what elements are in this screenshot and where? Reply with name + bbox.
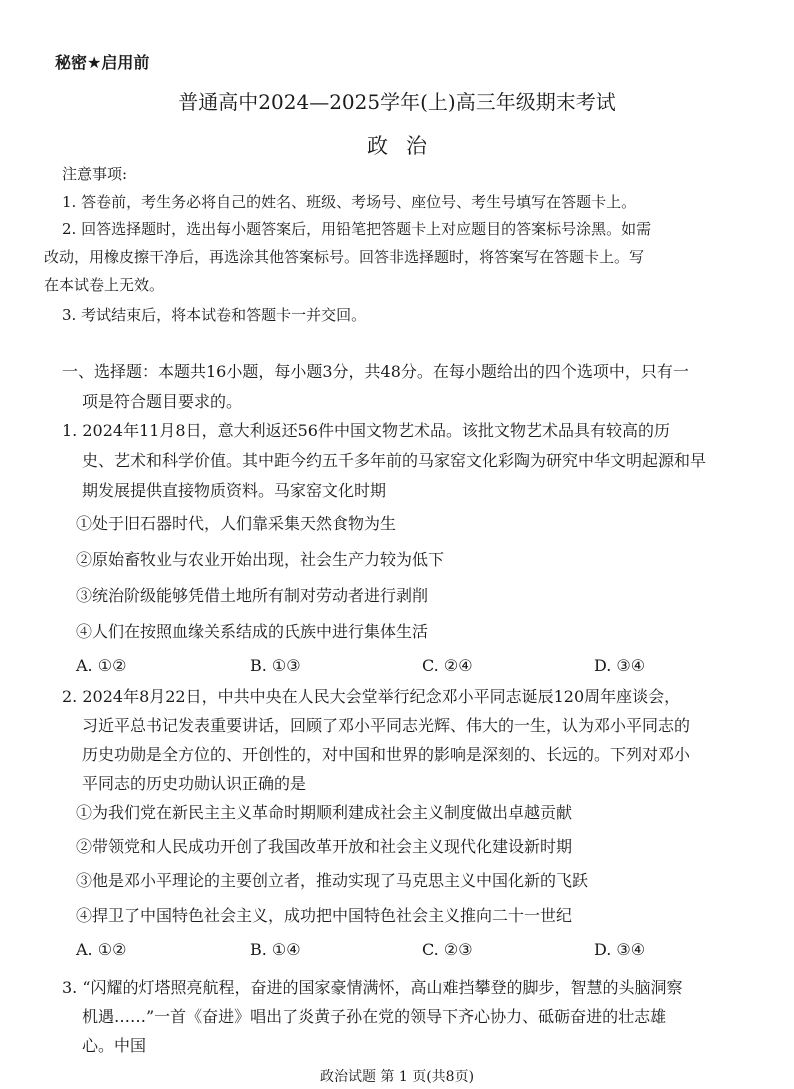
q2-option-b: B. ①④ — [250, 940, 301, 959]
notice-line: 改动，用橡皮擦干净后，再选涂其他答案标号。回答非选择题时，将答案写在答题卡上。写 — [44, 248, 645, 266]
q3-stem: 3. “闪耀的灯塔照亮航程，奋进的国家豪情满怀，高山难挡攀登的脚步，智慧的头脑洞察 — [62, 978, 683, 997]
q2-item: ①为我们党在新民主主义革命时期顺利建成社会主义制度做出卓越贡献 — [76, 803, 573, 822]
q2-item: ③他是邓小平理论的主要创立者，推动实现了马克思主义中国化新的飞跃 — [76, 871, 589, 890]
q1-option-b: B. ①③ — [250, 656, 301, 675]
secret-label: 秘密★启用前 — [55, 53, 150, 72]
q2-option-c: C. ②③ — [422, 940, 473, 959]
notice-line: 在本试卷上无效。 — [44, 276, 165, 294]
q2-stem: 习近平总书记发表重要讲话，回顾了邓小平同志光辉、伟大的一生，认为邓小平同志的 — [82, 716, 691, 735]
q3-stem: 心。中国 — [82, 1036, 147, 1055]
q1-option-c: C. ②④ — [422, 656, 473, 675]
q2-item: ②带领党和人民成功开创了我国改革开放和社会主义现代化建设新时期 — [76, 837, 573, 856]
q1-stem: 史、艺术和科学价值。其中距今约五千多年前的马家窑文化彩陶为研究中华文明起源和早 — [82, 451, 707, 470]
section-heading-cont: 项是符合题目要求的。 — [82, 392, 243, 411]
q1-item: ④人们在按照血缘关系结成的氏族中进行集体生活 — [76, 622, 429, 641]
q2-stem: 历史功勋是全方位的、开创性的，对中国和世界的影响是深刻的、长远的。下列对邓小 — [82, 745, 691, 764]
q2-option-a: A. ①② — [76, 940, 127, 959]
q1-option-a: A. ①② — [76, 656, 127, 675]
q2-stem: 平同志的历史功勋认识正确的是 — [82, 774, 307, 793]
notice-line: 3. 考试结束后，将本试卷和答题卡一并交回。 — [62, 306, 367, 324]
q3-stem: 机遇……”一首《奋进》唱出了炎黄子孙在党的领导下齐心协力、砥砺奋进的壮志雄 — [82, 1007, 667, 1026]
q2-stem: 2. 2024年8月22日，中共中央在人民大会堂举行纪念邓小平同志诞辰120周年座谈会， — [62, 687, 681, 706]
q1-item: ③统治阶级能够凭借土地所有制对劳动者进行剥削 — [76, 586, 429, 605]
q1-item: ②原始畜牧业与农业开始出现，社会生产力较为低下 — [76, 550, 445, 569]
notice-line: 2. 回答选择题时，选出每小题答案后，用铅笔把答题卡上对应题目的答案标号涂黑。如需 — [62, 220, 652, 238]
q1-item: ①处于旧石器时代，人们靠采集天然食物为生 — [76, 514, 397, 533]
page-footer: 政治试题 第 1 页(共8页) — [319, 1069, 475, 1085]
notice-line: 1. 答卷前，考生务必将自己的姓名、班级、考场号、座位号、考生号填写在答题卡上。 — [62, 193, 637, 211]
notice-heading: 注意事项: — [62, 165, 128, 183]
q1-stem: 1. 2024年11月8日，意大利返还56件中国文物艺术品。该批文物艺术品具有较高的历 — [62, 421, 670, 440]
q1-stem: 期发展提供直接物质资料。马家窑文化时期 — [82, 481, 387, 500]
q2-item: ④捍卫了中国特色社会主义，成功把中国特色社会主义推向二十一世纪 — [76, 906, 573, 925]
exam-title: 普通高中2024—2025学年(上)高三年级期末考试 — [178, 90, 616, 114]
q2-option-d: D. ③④ — [594, 940, 646, 959]
q1-option-d: D. ③④ — [594, 656, 646, 675]
subject-title: 政治 — [367, 134, 445, 158]
section-heading: 一、选择题：本题共16小题，每小题3分，共48分。在每小题给出的四个选项中，只有一 — [62, 362, 689, 381]
